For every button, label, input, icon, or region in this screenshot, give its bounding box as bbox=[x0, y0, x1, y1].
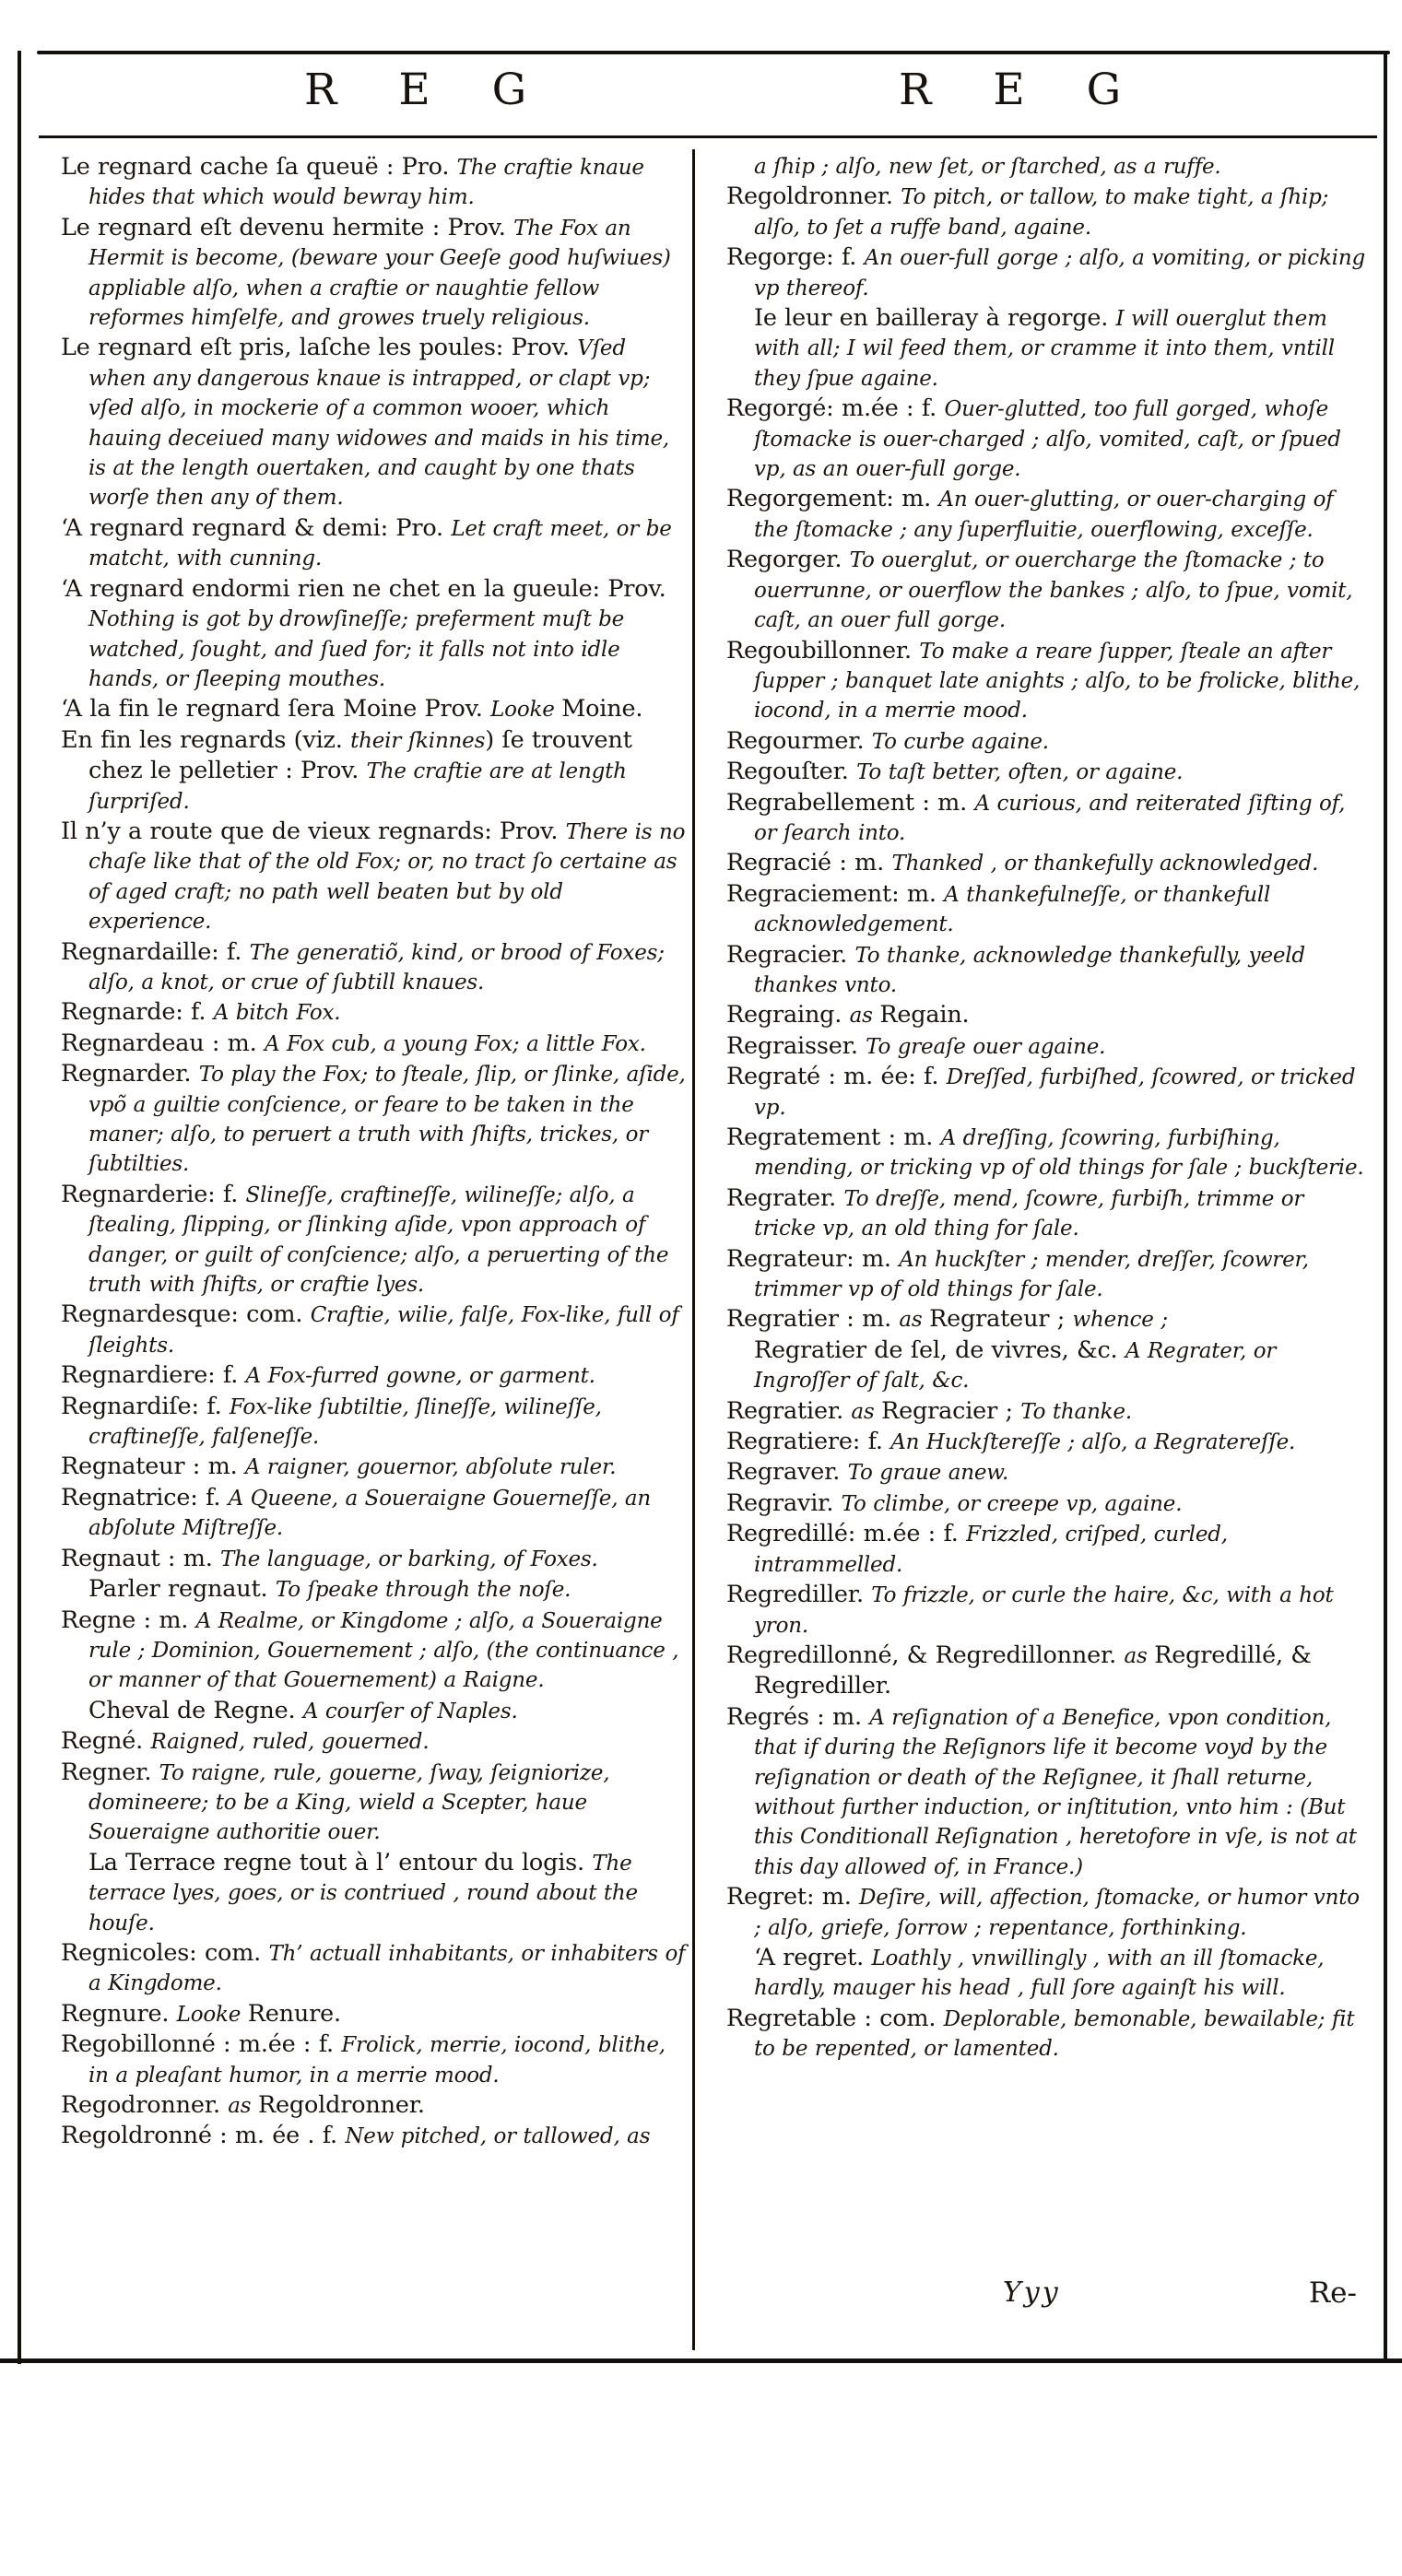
entry-headword: Regraing. bbox=[726, 1001, 850, 1029]
entry-gloss: Raigned, ruled, gouerned. bbox=[150, 1730, 430, 1755]
column-divider bbox=[692, 149, 695, 2350]
entry-headword: Regné. bbox=[61, 1727, 151, 1756]
dictionary-entry bbox=[726, 941, 1366, 1002]
dictionary-entry bbox=[726, 849, 1366, 879]
entry-gloss: The language, or barking, of Foxes. bbox=[220, 1547, 598, 1571]
dictionary-entry bbox=[726, 1305, 1366, 1335]
entry-gloss: An ouer-full gorge ; alſo, a vomiting, or picking vp thereof. bbox=[754, 246, 1365, 300]
entry-headword: Regnicoles: com. bbox=[61, 1938, 269, 1967]
column-left bbox=[61, 153, 688, 2153]
entry-headword: Ie leur en bailleray à regorge. bbox=[754, 304, 1116, 333]
entry-headword: Regredillé: m.ée : f. bbox=[726, 1520, 967, 1548]
dictionary-entry bbox=[726, 243, 1366, 304]
dictionary-entry bbox=[61, 1361, 688, 1392]
entry-headword: Regrateur: m. bbox=[726, 1244, 900, 1273]
entry-gloss: To thanke, acknowledge thankefully, yeeld thankes vnto. bbox=[754, 943, 1305, 997]
page-footer bbox=[726, 2276, 1366, 2315]
entry-headword: Parler regnaut. bbox=[88, 1575, 276, 1604]
entry-gloss: To thanke. bbox=[1020, 1399, 1132, 1424]
entry-gloss: Vſed when any dangerous knaue is intrapped, or clapt vp; vſed alſo, in mockerie of a common wooer, which hauing deceiued many widowes and maids in his time, is at the length ouertaken, and caught by one thats worſe then any of them. bbox=[88, 336, 670, 511]
dictionary-entry bbox=[61, 2030, 688, 2091]
entry-gloss: An Huckſtereſſe ; alſo, a Regratereſſe. bbox=[890, 1430, 1296, 1455]
entry-headword: Regratiere: f. bbox=[726, 1428, 891, 1456]
entry-headword: Regouſter. bbox=[726, 758, 857, 786]
dictionary-entry bbox=[726, 2005, 1366, 2065]
dictionary-entry bbox=[61, 1606, 688, 1697]
dictionary-entry bbox=[726, 880, 1366, 941]
header-rule bbox=[39, 135, 1377, 138]
dictionary-entry bbox=[61, 2122, 688, 2152]
entry-gloss: An huckſter ; mender, dreſſer, ſcowrer, trimmer vp of old things for ſale. bbox=[754, 1247, 1309, 1302]
entry-gloss: To pitch, or tallow, to make tight, a ſhip; alſo, to ſet a ruffe band, againe. bbox=[754, 185, 1329, 240]
dictionary-entry bbox=[726, 182, 1366, 243]
dictionary-entry bbox=[61, 817, 688, 938]
dictionary-entry bbox=[726, 1245, 1366, 1306]
dictionary-entry bbox=[726, 727, 1366, 758]
page-border-top bbox=[37, 51, 1390, 54]
entry-gloss: whence ; bbox=[1072, 1308, 1168, 1333]
entry-headword: Regratier de ſel, de vivres, &c. bbox=[754, 1335, 1125, 1364]
entry-headword: Regorgement: m. bbox=[726, 485, 939, 513]
dictionary-entry bbox=[61, 1545, 688, 1575]
entry-gloss: To frizzle, or curle the haire, &c, with a hot yron. bbox=[754, 1583, 1334, 1638]
entry-gloss: Let craft meet, or be matcht, with cunning. bbox=[88, 516, 672, 571]
entry-gloss: Frizzled, criſped, curled, intrammelled. bbox=[754, 1523, 1228, 1577]
page-border-right bbox=[1384, 53, 1387, 2362]
entry-headword: Regnateur : m. bbox=[61, 1453, 245, 1481]
entry-headword: Regoldronner. bbox=[726, 182, 901, 211]
catchword: Re- bbox=[1308, 2276, 1357, 2310]
entry-gloss: A dreſſing, ſcowring, furbiſhing, mending, or tricking vp of old things for ſale ; buckſterie. bbox=[754, 1126, 1364, 1181]
entry-headword: Regoubillonner. bbox=[726, 636, 920, 665]
entry-gloss: The Fox an Hermit is become, (beware your Geeſe good huſwiues) appliable alſo, when a craftie or naughtie fellow reformes himſelfe, and growes truely religious. bbox=[88, 216, 671, 331]
entry-gloss: Ouer-glutted, too full gorged, whoſe ſtomacke is ouer-charged ; alſo, vomited, caſt, or ſpued vp, as an ouer-full gorge. bbox=[754, 397, 1341, 482]
entry-gloss: There is no chaſe like that of the old Fox; or, no tract ſo certaine as of aged craft; no path well beaten but by old experience. bbox=[88, 819, 686, 935]
entry-gloss: A Realme, or Kingdome ; alſo, a Soueraigne rule ; Dominion, Gouernement ; alſo, (the continuance , or manner of that Gouernement) a Raigne. bbox=[88, 1608, 679, 1693]
page-border-left bbox=[18, 51, 21, 2364]
dictionary-entry bbox=[61, 2000, 688, 2030]
entry-headword: Le regnard cache ſa queuë : Pro. bbox=[61, 153, 457, 181]
entry-headword: Regnardaille: f. bbox=[61, 937, 250, 966]
dictionary-entry bbox=[61, 1393, 688, 1453]
dictionary-entry bbox=[726, 1458, 1366, 1488]
entry-headword: Regoldronné : m. ée . f. bbox=[61, 2122, 346, 2150]
dictionary-entry bbox=[726, 485, 1366, 546]
entry-headword: Regrater. bbox=[726, 1183, 844, 1212]
dictionary-entry bbox=[726, 394, 1366, 485]
dictionary-entry bbox=[726, 1520, 1366, 1581]
entry-gloss: Craftie, wilie, falſe, Fox-like, full of ſleights. bbox=[88, 1303, 679, 1358]
entry-headword: Regrediller. bbox=[726, 1581, 872, 1609]
entry-headword: En fin les regnards (viz. bbox=[61, 725, 351, 754]
entry-gloss: as bbox=[849, 1004, 880, 1029]
entry-headword: Regracié : m. bbox=[726, 849, 892, 877]
dictionary-entry bbox=[61, 726, 688, 817]
entry-gloss: I will ouerglut them with all; I wil feed them, or cramme it into them, vntill they ſpue againe. bbox=[754, 307, 1335, 391]
entry-gloss: Slineſſe, craftineſſe, wilineſſe; alſo, a ſtealing, ſlipping, or ſlinking aſide, vpon approach of danger, or guilt of conſcience; alſo, a peruerting of the truth with ſhifts, or craftie lyes. bbox=[88, 1182, 669, 1298]
entry-headword: Regnardesque: com. bbox=[61, 1300, 311, 1329]
dictionary-entry bbox=[726, 1184, 1366, 1245]
entry-headword: Regraciement: m. bbox=[726, 879, 945, 908]
dictionary-entry bbox=[61, 1575, 688, 1606]
entry-headword: Regorge: f. bbox=[726, 243, 865, 272]
entry-headword: Regret: m. bbox=[726, 1883, 860, 1911]
entry-gloss: Looke bbox=[176, 2002, 248, 2027]
entry-headword: Regourmer. bbox=[726, 726, 872, 755]
dictionary-entry bbox=[61, 1181, 688, 1301]
entry-headword: ‘A regnard regnard & demi: Pro. bbox=[61, 513, 452, 542]
entry-gloss: A reſignation of a Benefice, vpon condition, that if during the Reſignors life it become voyd by the reſignation or death of the Reſignee, it ſhall returne, without further induction, or inſtitution, vnto him : (But this Conditionall Reſignation , heretofore in vſe, is not at this day allowed of, in France.) bbox=[754, 1705, 1357, 1879]
entry-gloss: A Fox-furred gowne, or garment. bbox=[245, 1364, 595, 1389]
dictionary-entry bbox=[61, 575, 688, 696]
entry-gloss: To ouerglut, or ouercharge the ſtomacke ; to ouerrunne, or ouerflow the bankes ; alſo, to ſpue, vomit, caſt, an ouer full gorge. bbox=[754, 548, 1353, 633]
entry-headword: Regain. bbox=[879, 1001, 970, 1029]
entry-headword: ) ſe trouvent chez le pelletier : Prov. bbox=[88, 725, 632, 785]
entry-headword: Regraver. bbox=[726, 1458, 848, 1487]
entry-headword: Regoldronner. bbox=[258, 2091, 425, 2119]
dictionary-entry bbox=[726, 1703, 1366, 1883]
entry-gloss: A thankefulneſſe, or thankefull acknowledgement. bbox=[754, 882, 1271, 937]
entry-headword: Moine. bbox=[561, 695, 643, 723]
entry-headword: Regracier ; bbox=[881, 1396, 1021, 1425]
dictionary-entry bbox=[726, 1428, 1366, 1458]
entry-gloss: An ouer-glutting, or ouer-charging of the ſtomacke ; any ſuperfluitie, ouerflowing, exceſſe. bbox=[754, 488, 1334, 542]
entry-gloss: To make a reare ſupper, ſteale an after ſupper ; banquet late anights ; alſo, to be frolicke, blithe, iocond, in a merrie mood. bbox=[754, 639, 1361, 723]
entry-headword: Le regnard eſt pris, laſche les poules: Prov. bbox=[61, 334, 578, 362]
dictionary-entry bbox=[61, 1029, 688, 1060]
entry-gloss: To play the Fox; to ſteale, ſlip, or ſlinke, aſide, vpõ a guiltie conſcience, or feare to be taken in the maner; alſo, to peruert a truth with ſhifts, trickes, or ſubtilties. bbox=[88, 1063, 686, 1177]
dictionary-entry bbox=[726, 758, 1366, 788]
running-head-left: R E G bbox=[304, 65, 551, 115]
entry-headword: Regrateur ; bbox=[929, 1305, 1073, 1334]
dictionary-entry bbox=[61, 1697, 688, 1727]
entry-headword: Regnarde: f. bbox=[61, 998, 214, 1027]
entry-headword: ‘A la fin le regnard ſera Moine Prov. bbox=[61, 695, 491, 723]
dictionary-entry bbox=[726, 1581, 1366, 1641]
entry-headword: Regnardeau : m. bbox=[61, 1029, 265, 1057]
dictionary-entry bbox=[61, 153, 688, 214]
entry-gloss: Dreſſed, furbiſhed, ſcowred, or tricked vp. bbox=[754, 1065, 1356, 1120]
dictionary-entry bbox=[726, 1641, 1366, 1703]
entry-headword: Il n’y a route que de vieux regnards: Prov. bbox=[61, 817, 566, 845]
entry-gloss: A Queene, a Soueraigne Gouerneſſe, an abſolute Miſtreſſe. bbox=[88, 1486, 652, 1541]
entry-headword: ‘A regret. bbox=[754, 1943, 872, 1971]
entry-headword: Regredillé, & Regrediller. bbox=[754, 1641, 1312, 1700]
entry-headword: Regrabellement : m. bbox=[726, 788, 975, 817]
entry-gloss: To taſt better, often, or againe. bbox=[856, 760, 1184, 785]
dictionary-entry bbox=[726, 1032, 1366, 1063]
entry-gloss: Frolick, merrie, iocond, blithe, in a pleaſant humor, in a merrie mood. bbox=[88, 2033, 666, 2088]
dictionary-entry bbox=[726, 789, 1366, 850]
entry-gloss: The craftie are at length ſurpriſed. bbox=[88, 759, 627, 814]
entry-headword: Regraisser. bbox=[726, 1031, 866, 1060]
page-border-bottom bbox=[0, 2358, 1402, 2363]
entry-headword: Regratier : m. bbox=[726, 1305, 900, 1334]
entry-headword: Regodronner. bbox=[61, 2091, 229, 2119]
dictionary-entry bbox=[726, 546, 1366, 636]
entry-headword: Regnure. bbox=[61, 1999, 177, 2028]
entry-headword: La Terrace regne tout à l’ entour du logis. bbox=[88, 1848, 593, 1876]
entry-headword: Regratier. bbox=[726, 1396, 852, 1425]
dictionary-entry bbox=[726, 304, 1366, 394]
dictionary-entry bbox=[61, 1759, 688, 1849]
entry-gloss: To climbe, or creepe vp, againe. bbox=[841, 1491, 1183, 1516]
dictionary-entry bbox=[61, 1849, 688, 1939]
dictionary-entry bbox=[61, 1484, 688, 1545]
entry-gloss: Looke bbox=[490, 698, 562, 723]
entry-headword: Regracier. bbox=[726, 940, 855, 969]
dictionary-entry bbox=[726, 1883, 1366, 1944]
entry-headword: Regretable : com. bbox=[726, 2004, 944, 2032]
entry-gloss: The craftie knaue hides that which would bewray him. bbox=[88, 156, 644, 210]
entry-gloss: as bbox=[899, 1308, 930, 1333]
entry-headword: ‘A regnard endormi rien ne chet en la gueule: Prov. bbox=[61, 574, 666, 603]
entry-gloss: Deplorable, bemonable, bewailable; fit to be repented, or lamented. bbox=[754, 2006, 1355, 2062]
dictionary-entry bbox=[61, 214, 688, 335]
dictionary-entry bbox=[726, 1001, 1366, 1031]
entry-headword: Regorgé: m.ée : f. bbox=[726, 394, 945, 423]
entry-headword: Regnaut : m. bbox=[61, 1544, 221, 1572]
entry-headword: Regnardiere: f. bbox=[61, 1361, 246, 1390]
running-head-right: R E G bbox=[899, 65, 1146, 115]
dictionary-entry bbox=[61, 1453, 688, 1483]
entry-gloss: The generatiõ, kind, or brood of Foxes; alſo, a knot, or crue of ſubtill knaues. bbox=[88, 940, 665, 994]
dictionary-entry bbox=[61, 998, 688, 1029]
entry-gloss: Th’ actuall inhabitants, or inhabiters of a Kingdome. bbox=[88, 1941, 686, 1996]
dictionary-entry bbox=[726, 1123, 1366, 1184]
entry-gloss: To raigne, rule, gouerne, ſway, ſeigniorize, domineere; to be a King, wield a Scepter, haue Soueraigne authoritie ouer. bbox=[88, 1760, 610, 1845]
entry-gloss: A Regrater, or Ingroſſer of ſalt, &c. bbox=[754, 1338, 1277, 1394]
dictionary-entry bbox=[726, 1944, 1366, 2005]
entry-gloss: To greaſe ouer againe. bbox=[866, 1034, 1106, 1059]
entry-headword: Regnatrice: f. bbox=[61, 1483, 229, 1511]
dictionary-entry bbox=[61, 514, 688, 575]
entry-gloss: as bbox=[228, 2094, 259, 2118]
entry-gloss: New pitched, or tallowed, as bbox=[345, 2124, 651, 2149]
entry-gloss: To curbe againe. bbox=[871, 729, 1049, 754]
dictionary-entry bbox=[61, 1939, 688, 2000]
dictionary-entry bbox=[61, 1727, 688, 1758]
dictionary-entry bbox=[61, 695, 688, 725]
dictionary-entry bbox=[61, 334, 688, 513]
entry-headword: Regratement : m. bbox=[726, 1123, 941, 1151]
entry-gloss: To graue anew. bbox=[847, 1461, 1009, 1486]
dictionary-entry bbox=[726, 637, 1366, 727]
entry-gloss: Thanked , or thankefully acknowledged. bbox=[891, 852, 1319, 876]
entry-gloss: A courſer of Naples. bbox=[302, 1699, 518, 1723]
dictionary-entry bbox=[726, 153, 1366, 182]
entry-gloss: Nothing is got by drowſineſſe; preferment muſt be watched, ſought, and ſued for; it falls not into idle hands, or ſleeping mouthes. bbox=[88, 607, 625, 691]
dictionary-entry bbox=[61, 938, 688, 999]
entry-headword: Regravir. bbox=[726, 1488, 842, 1517]
entry-headword: Regobillonné : m.ée : f. bbox=[61, 2030, 342, 2059]
entry-gloss: a ſhip ; alſo, new ſet, or ſtarched, as a ruffe. bbox=[754, 155, 1221, 179]
entry-headword: Regrés : m. bbox=[726, 1702, 870, 1731]
entry-gloss: as bbox=[851, 1399, 882, 1424]
entry-headword: Cheval de Regne. bbox=[88, 1696, 303, 1724]
dictionary-entry bbox=[726, 1336, 1366, 1397]
entry-gloss: A bitch Fox. bbox=[213, 1001, 341, 1026]
entry-headword: Regner. bbox=[61, 1758, 159, 1786]
entry-gloss: The terrace lyes, goes, or is contriued , round about the houſe. bbox=[88, 1851, 638, 1935]
dictionary-entry bbox=[726, 1489, 1366, 1520]
column-right bbox=[726, 153, 1366, 2065]
entry-headword: Regnardiſe: f. bbox=[61, 1392, 230, 1420]
dictionary-entry bbox=[61, 2091, 688, 2122]
dictionary-entry bbox=[726, 1397, 1366, 1428]
entry-headword: Regnarder. bbox=[61, 1060, 199, 1088]
entry-headword: Regne : m. bbox=[61, 1606, 196, 1634]
entry-gloss: Loathly , vnwillingly , with an ill ſtomacke, hardly, mauger his head , full ſore againſt his will. bbox=[754, 1946, 1325, 2001]
entry-gloss: Fox-like ſubtiltie, ſlineſſe, wilineſſe, craftineſſe, falſeneſſe. bbox=[88, 1394, 602, 1450]
entry-gloss: To dreſſe, mend, ſcowre, furbiſh, trimme or tricke vp, an old thing for ſale. bbox=[754, 1186, 1304, 1241]
entry-headword: Regnarderie: f. bbox=[61, 1180, 246, 1208]
entry-headword: Renure. bbox=[247, 1999, 341, 2028]
dictionary-entry bbox=[61, 1060, 688, 1181]
gathering-signature: Yyy bbox=[1003, 2276, 1061, 2309]
entry-headword: Le regnard eſt devenu hermite : Prov. bbox=[61, 213, 514, 241]
entry-gloss: A curious, and reiterated ſifting of, or ſearch into. bbox=[754, 791, 1346, 845]
entry-gloss: their ſkinnes bbox=[350, 728, 486, 753]
entry-gloss: Deſire, will, affection, ſtomacke, or humor vnto ; alſo, griefe, ſorrow ; repentance, forthinking. bbox=[754, 1886, 1360, 1940]
entry-headword: Regredillonné, & Regredillonner. bbox=[726, 1641, 1125, 1669]
entry-gloss: as bbox=[1124, 1643, 1155, 1668]
dictionary-entry bbox=[61, 1300, 688, 1361]
entry-headword: Regorger. bbox=[726, 546, 850, 574]
entry-gloss: A Fox cub, a young Fox; a little Fox. bbox=[264, 1031, 646, 1056]
entry-gloss: A raigner, gouernor, abſolute ruler. bbox=[244, 1455, 617, 1480]
dictionary-entry bbox=[726, 1063, 1366, 1123]
entry-gloss: To ſpeake through the noſe. bbox=[275, 1578, 571, 1603]
entry-headword: Regraté : m. ée: f. bbox=[726, 1063, 947, 1091]
